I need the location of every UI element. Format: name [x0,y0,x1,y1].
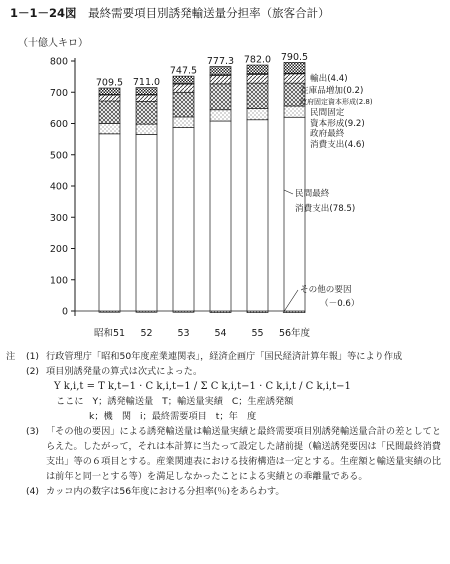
x-tick-label: 55 [251,328,264,339]
bar-segment-export [173,76,194,83]
bar-total-label: 711.0 [132,76,161,88]
y-tick-label: 300 [49,212,68,224]
note-index: (1) [26,351,40,362]
note-text: 「その他の要因」による誘発輸送量は輸送量実績と最終需要項目別誘発輸送量合計の差としてとらえた。したがって，それは本計算に当たって設定した諸前提（輸送誘発要因は「民間最終消費支出」等の６項目とする。産業関連表における技術構造は一定とする。生産額と輸送量実績の比は前年と同一とする等）を満足しなかったことによる実績との乖離量である。 [46,426,442,482]
x-tick-label: 54 [214,328,227,339]
bar-segment-gov-fixed-capital [136,95,157,101]
bar-segment-export [247,65,268,73]
definition: t；年 度 [215,411,257,422]
bar-segment-private-fixed-capital [173,92,194,117]
bar-segment-private-fixed-capital [99,101,120,124]
y-tick-label: 0 [61,306,68,318]
note-item-2 [6,364,444,379]
figure-number: 1－1－24図 [10,6,77,20]
bar-segment-gov-consumption [284,106,305,117]
formula: Y k,i,t = T k,t−1 · C k,i,t−1 / Σ C k,i,t−1 · C k,i,t / C k,i,t−1 [54,381,351,392]
legend-private-fixed-1: 民間固定 [310,108,345,118]
legend-other-factors-1: その他の要因 [300,285,352,295]
x-tick-label: 昭和51 [93,328,126,339]
y-tick-label: 700 [49,87,68,99]
note-text: 行政管理庁「昭和50年度産業連関表」，経済企画庁「国民経済計算年報」等により作成 [46,351,403,362]
definition: i；最終需要項目 [140,411,207,422]
definition: C；生産誘発額 [231,396,294,407]
bar-group [136,88,157,313]
note-index: (2) [26,366,40,377]
note-index: (3) [26,426,40,437]
bar-segment-gov-fixed-capital [99,95,120,101]
bar-total-label: 709.5 [95,77,124,89]
y-tick-label: 500 [49,150,68,162]
note-item-4 [6,484,444,499]
bar-segment-gov-consumption [247,109,268,120]
y-tick-label: 200 [49,244,68,255]
bar-total-label: 782.0 [243,54,272,66]
bar-segment-private-fixed-capital [247,83,268,108]
bar-segment-gov-consumption [136,124,157,134]
bar-group [99,88,120,312]
bar-segment-export [136,88,157,95]
legend-private-fixed-2: 資本形成(9.2) [310,119,365,129]
bar-total-label: 777.3 [206,56,235,68]
bar-segment-private-consumption [136,134,157,311]
legend-private-consumption-2: 消費支出(78.5) [295,204,356,214]
bar-segment-export [284,62,305,73]
legend-gov-consumption-2: 消費支出(4.6) [310,140,365,150]
definitions-row-1 [6,394,444,409]
legend-private-consumption-1: 民間最終 [295,189,330,199]
note-index: (4) [26,486,40,497]
legend-inventory: 在庫品増加(0.2) [300,86,364,96]
bar-segment-private-consumption [247,120,268,311]
bar-segment-export [210,67,231,75]
legend-gov-consumption-1: 政府最終 [310,129,345,139]
note-item-1 [6,349,444,364]
bar-segment-private-fixed-capital [210,84,231,110]
bar-segment-private-consumption [284,117,305,311]
definitions-intro: ここに [56,396,84,407]
bar-segment-gov-fixed-capital [284,74,305,83]
bar-segment-gov-consumption [173,117,194,128]
bar-segment-gov-fixed-capital [210,75,231,83]
bar-segment-private-consumption [173,128,194,311]
note-text: カッコ内の数字は56年度における分担率(％)をあらわす。 [46,486,285,497]
note-text: 項目別誘発量の算式は次式によった。 [46,366,203,377]
bar-segment-gov-fixed-capital [173,84,194,92]
y-tick-label: 100 [49,275,68,287]
bar-segment-gov-consumption [99,124,120,134]
note-item-3 [6,424,444,484]
x-tick-label: 53 [177,328,190,339]
figure-title-text: 最終需要項目別誘発輸送量分担率（旅客合計） [88,6,330,20]
bar-group [173,76,194,312]
legend-other-factors-2: （－0.6） [320,299,360,309]
bar-group [247,65,268,313]
bar-segment-private-consumption [210,121,231,311]
bar-segment-private-consumption [99,134,120,311]
bar-total-label: 790.5 [280,51,309,63]
legend-export: 輸出(4.4) [310,74,348,84]
x-tick-label: 56年度 [278,328,311,339]
legend-gov-fixed-capital: 政府固定資本形成(2.8) [300,98,373,106]
bar-segment-gov-consumption [210,110,231,121]
bar-group [210,67,231,313]
bar-total-label: 747.5 [169,65,198,77]
bar-segment-private-fixed-capital [136,101,157,124]
definition: T；輸送量実績 [162,396,223,407]
notes-label: 注 [6,351,16,362]
y-tick-label: 800 [49,56,68,68]
y-tick-label: 400 [49,181,68,193]
bar-segment-export [99,88,120,94]
y-tick-label: 600 [49,119,68,130]
x-tick-label: 52 [140,328,153,339]
bar-segment-gov-fixed-capital [247,74,268,83]
definitions-row-2 [6,409,444,424]
notes-section [6,349,444,499]
definition: Y；誘発輸送量 [92,396,154,407]
y-axis-unit-label: （十億人キロ） [18,38,88,49]
definition: k；機 関 [89,411,132,422]
